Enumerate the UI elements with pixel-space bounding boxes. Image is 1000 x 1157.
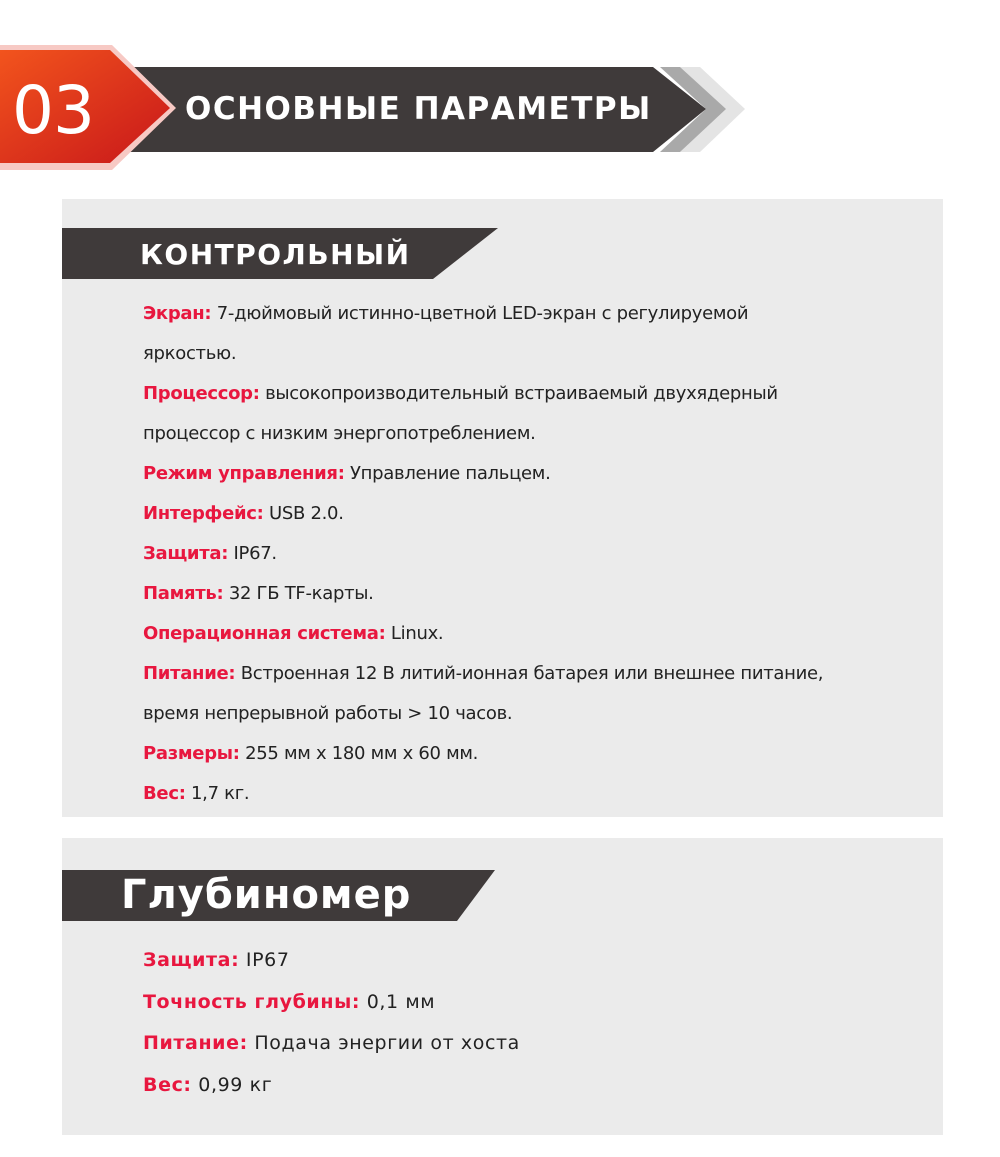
spec-value: IP67.: [228, 543, 277, 564]
spec-value: яркостью.: [143, 343, 237, 364]
spec-depth-accuracy: [143, 982, 843, 1024]
spec-value: высокопроизводительный встраиваемый двухядерный: [259, 383, 778, 404]
spec-value: 255 мм x 180 мм x 60 мм.: [239, 743, 479, 764]
section-banner: [0, 40, 760, 180]
spec-screen: [143, 294, 923, 334]
spec-label: Операционная система:: [143, 623, 386, 644]
spec-label: Экран:: [143, 303, 212, 324]
spec-label: Вес:: [143, 783, 186, 804]
spec-label: Процессор:: [143, 383, 260, 404]
spec-control-mode: [143, 454, 923, 494]
spec-value: 0,1 мм: [360, 990, 436, 1013]
spec-interface: [143, 494, 923, 534]
spec-value: IP67: [239, 949, 290, 971]
section-title: ОСНОВНЫЕ ПАРАМЕТРЫ: [185, 91, 652, 127]
spec-power: [143, 654, 923, 694]
spec-value: Linux.: [385, 623, 444, 644]
spec-memory: [143, 574, 923, 614]
spec-list: [143, 294, 923, 814]
spec-dimensions: [143, 734, 923, 774]
spec-label: Режим управления:: [143, 463, 345, 484]
spec-label: Размеры:: [143, 743, 240, 764]
spec-list: [143, 940, 843, 1106]
spec-label: Защита:: [143, 543, 229, 564]
card-title: Глубиномер: [121, 872, 412, 918]
card-header: [62, 228, 498, 279]
spec-processor: [143, 374, 923, 414]
spec-processor-cont: [143, 414, 923, 454]
spec-value: 7-дюймовый истинно-цветной LED-экран с регулируемой: [211, 303, 749, 324]
spec-label: Защита:: [143, 949, 240, 971]
controller-card: [62, 199, 943, 817]
spec-value: время непрерывной работы > 10 часов.: [143, 703, 513, 724]
spec-weight: [143, 1065, 843, 1107]
spec-value: Подача энергии от хоста: [247, 1032, 520, 1054]
spec-power: [143, 1023, 843, 1065]
spec-label: Питание:: [143, 663, 236, 684]
spec-protection: [143, 940, 843, 982]
spec-value: 1,7 кг.: [185, 783, 250, 804]
spec-value: Управление пальцем.: [344, 463, 551, 484]
spec-protection: [143, 534, 923, 574]
spec-label: Память:: [143, 583, 224, 604]
spec-screen-cont: [143, 334, 923, 374]
spec-value: процессор с низким энергопотреблением.: [143, 423, 536, 444]
spec-weight: [143, 774, 923, 814]
spec-label: Точность глубины:: [143, 990, 361, 1013]
spec-value: USB 2.0.: [263, 503, 344, 524]
spec-label: Интерфейс:: [143, 503, 264, 524]
spec-value: 32 ГБ TF-карты.: [223, 583, 374, 604]
spec-value: Встроенная 12 В литий-ионная батарея или внешнее питание,: [235, 663, 824, 684]
spec-os: [143, 614, 923, 654]
card-header: [62, 870, 495, 921]
spec-power-cont: [143, 694, 923, 734]
spec-value: 0,99 кг: [191, 1073, 273, 1096]
card-title: КОНТРОЛЬНЫЙ: [140, 238, 411, 271]
spec-label: Питание:: [143, 1032, 248, 1054]
spec-label: Вес:: [143, 1073, 192, 1096]
section-number: 03: [12, 72, 94, 149]
depth-gauge-card: [62, 838, 943, 1135]
